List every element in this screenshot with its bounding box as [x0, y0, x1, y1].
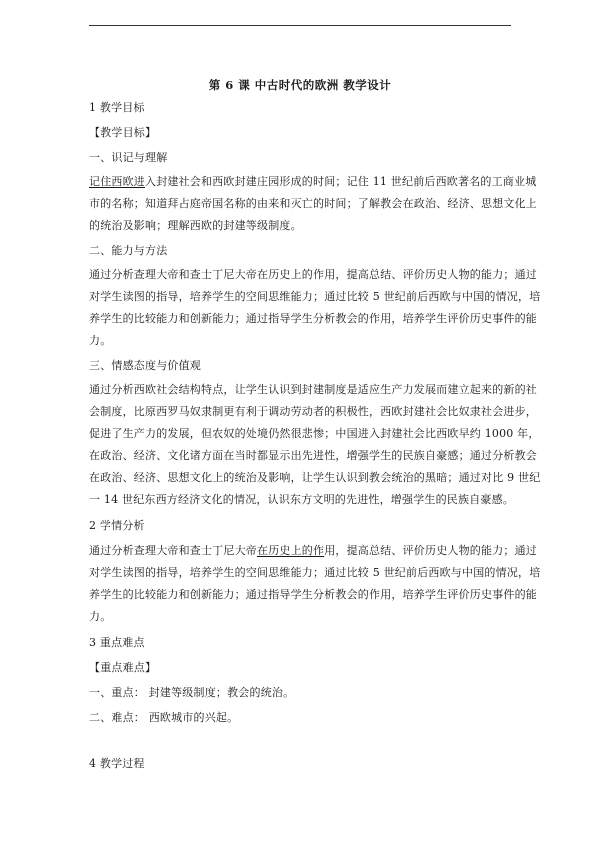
section-heading-process: 4 教学过程: [89, 757, 145, 770]
subheading-knowledge: 一、识记与理解: [89, 151, 168, 164]
page-title: 第 6 课 中古时代的欧洲 教学设计: [208, 78, 392, 92]
text-run: 入封建社会和西欧封建庄园形成的时间；记住 11 世纪前后西欧著名的工商业城: [145, 175, 537, 188]
paragraph-line: 通过分析查理大帝和查士丁尼大帝在历史上的作用，提高总结、评价历史人物的能力；通过: [89, 268, 537, 281]
paragraph-line: 的统治及影响；理解西欧的封建等级制度。: [89, 219, 302, 232]
paragraph-line: 对学生读图的指导，培养学生的空间思维能力；通过比较 5 世纪前后西欧与中国的情况，培: [89, 566, 541, 579]
subheading-ability: 二、能力与方法: [89, 244, 168, 257]
paragraph-line: 通过分析西欧社会结构特点，让学生认识到封建制度是适应生产力发展而建立起来的新的社: [89, 383, 537, 396]
paragraph-line: 在政治、经济、思想文化上的统治及影响，让学生认识到教会统治的黑暗；通过对比 9 世纪: [89, 471, 541, 484]
paragraph-line: 市的名称；知道拜占庭帝国名称的由来和灭亡的时间；了解教会在政治、经济、思想文化上: [89, 197, 537, 210]
section-heading-keypoints: 3 重点难点: [89, 636, 145, 649]
paragraph-line: 会制度，比原西罗马奴隶制更有利于调动劳动者的积极性，西欧封建社会比奴隶社会进步，: [89, 405, 537, 418]
text-run: 用，提高总结、评价历史人物的能力；通过: [324, 544, 538, 557]
paragraph-line: 力。: [89, 334, 112, 347]
underlined-text: 在历史上的作: [257, 544, 325, 557]
paragraph-line: 养学生的比较能力和创新能力；通过指导学生分析教会的作用，培养学生评价历史事件的能: [89, 588, 537, 601]
difficult-point: 二、难点： 西欧城市的兴起。: [89, 711, 239, 724]
section-heading-analysis: 2 学情分析: [89, 519, 145, 532]
key-point: 一、重点： 封建等级制度；教会的统治。: [89, 686, 295, 699]
subheading-emotion: 三、情感态度与价值观: [89, 359, 201, 372]
paragraph-line: [89, 175, 536, 189]
text-run: 通过分析查理大帝和查士丁尼大帝: [89, 544, 257, 557]
section-tag-objectives: 【教学目标】: [89, 126, 157, 139]
section-tag-keypoints: 【重点难点】: [89, 661, 157, 674]
underlined-text: 记住西欧进: [89, 175, 145, 188]
paragraph-line: 一 14 世纪东西方经济文化的情况，认识东方文明的先进性，增强学生的民族自豪感。: [89, 493, 514, 506]
paragraph-line: 力。: [89, 610, 112, 623]
paragraph-line: [89, 544, 537, 558]
paragraph-line: 养学生的比较能力和创新能力；通过指导学生分析教会的作用，培养学生评价历史事件的能: [89, 312, 537, 325]
paragraph-line: 促进了生产力的发展，但农奴的处境仍然很悲惨；中国进入封建社会比西欧早约 1000 年，: [89, 427, 540, 440]
section-heading-objectives: 1 教学目标: [89, 101, 145, 114]
paragraph-line: 在政治、经济、文化诸方面在当时都显示出先进性，增强学生的民族自豪感；通过分析教会: [89, 449, 537, 462]
header-rule: [89, 25, 511, 26]
paragraph-line: 对学生读图的指导，培养学生的空间思维能力；通过比较 5 世纪前后西欧与中国的情况，培: [89, 290, 541, 303]
